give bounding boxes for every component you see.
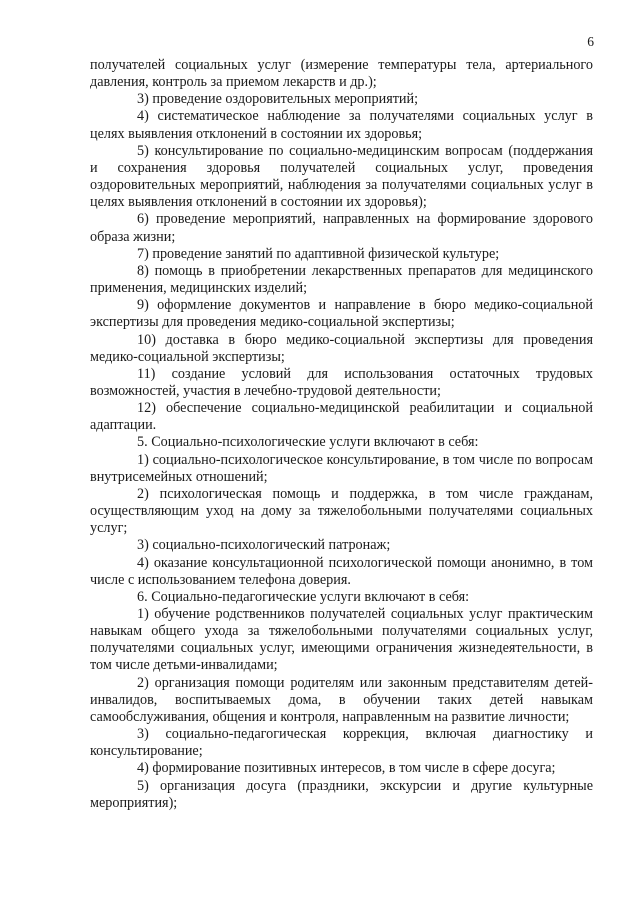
document-body	[90, 57, 593, 812]
paragraph: 3) проведение оздоровительных мероприятий;	[137, 91, 419, 108]
paragraph: 6) проведение мероприятий, направленных на формирование здорового образа жизни;	[90, 211, 593, 245]
paragraph: 2) организация помощи родителям или законным представителям детей-инвалидов, воспитываемых дома, в обучении таких детей навыкам самообслуживания, общения и контроля, направленным на развитие личности;	[90, 674, 593, 725]
page-number: 6	[587, 34, 594, 49]
paragraph: 3) социально-педагогическая коррекция, включая диагностику и консультирование;	[90, 726, 593, 760]
paragraph: 3) социально-психологический патронаж;	[137, 537, 391, 554]
paragraph: 1) социально-психологическое консультирование, в том числе по вопросам внутрисемейных отношений;	[90, 451, 593, 485]
section-heading: 6. Социально-педагогические услуги включают в себя:	[137, 588, 470, 605]
paragraph: 7) проведение занятий по адаптивной физической культуре;	[137, 245, 500, 262]
paragraph: 2) психологическая помощь и поддержка, в том числе гражданам, осуществляющим уход на дому за тяжелобольными получателями социальных услуг;	[90, 485, 593, 537]
paragraph: 5) консультирование по социально-медицинским вопросам (поддержания и сохранения здоровья получателей социальных услуг, проведения оздоровительных мероприятий, наблюдения за получателями социальных услуг в целях выявления отклонений в состоянии их здоровья);	[90, 142, 593, 211]
paragraph: 5) организация досуга (праздники, экскурсии и другие культурные мероприятия);	[90, 777, 593, 811]
paragraph: 11) создание условий для использования остаточных трудовых возможностей, участия в лечебно-трудовой деятельности;	[90, 365, 593, 399]
paragraph: 4) формирование позитивных интересов, в том числе в сфере досуга;	[137, 760, 556, 777]
paragraph: получателей социальных услуг (измерение температуры тела, артериального давления, контроль за приемом лекарств и др.);	[90, 57, 593, 91]
paragraph: 1) обучение родственников получателей социальных услуг практическим навыкам общего ухода за тяжелобольными получателями социальных услуг, получателями социальных услуг, имеющими ограничения жизнедеятельности, в том числе детьми-инвалидами;	[90, 606, 593, 674]
paragraph: 12) обеспечение социально-медицинской реабилитации и социальной адаптации.	[90, 400, 593, 434]
paragraph: 8) помощь в приобретении лекарственных препаратов для медицинского применения, медицинских изделий;	[90, 262, 593, 297]
section-heading: 5. Социально-психологические услуги включают в себя:	[137, 434, 479, 451]
paragraph: 4) оказание консультационной психологической помощи анонимно, в том числе с использованием телефона доверия.	[90, 554, 593, 588]
paragraph: 4) систематическое наблюдение за получателями социальных услуг в целях выявления отклонений в состоянии их здоровья;	[90, 108, 593, 142]
paragraph: 10) доставка в бюро медико-социальной экспертизы для проведения медико-социальной экспертизы;	[90, 331, 593, 365]
paragraph: 9) оформление документов и направление в бюро медико-социальной экспертизы для проведения медико-социальной экспертизы;	[90, 297, 593, 331]
